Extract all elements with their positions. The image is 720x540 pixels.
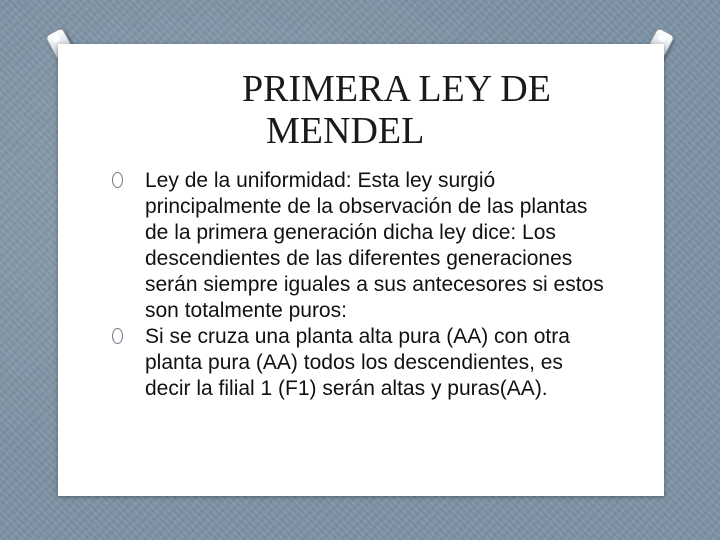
bullet-text: Ley de la uniformidad: Esta ley surgió principalmente de la observación de las plantas de la primera generación dicha ley dice: Los descendientes de las diferentes generaciones serán siempre iguales a sus antecesores si estos son totalmente puros:: [145, 169, 604, 322]
bullet-item: [112, 324, 612, 402]
slide-title: [242, 68, 662, 152]
bullet-item: [112, 168, 612, 324]
bullet-text: Si se cruza una planta alta pura (AA) con otra planta pura (AA) todos los descendientes, es decir la filial 1 (F1) serán altas y puras(AA).: [145, 325, 570, 400]
bullet-list: [112, 168, 612, 402]
bullet-marker-icon: [112, 172, 123, 188]
slide-title-line2: MENDEL: [266, 110, 425, 152]
bullet-marker-icon: [112, 328, 123, 344]
slide-title-line1: PRIMERA LEY DE: [242, 68, 551, 110]
